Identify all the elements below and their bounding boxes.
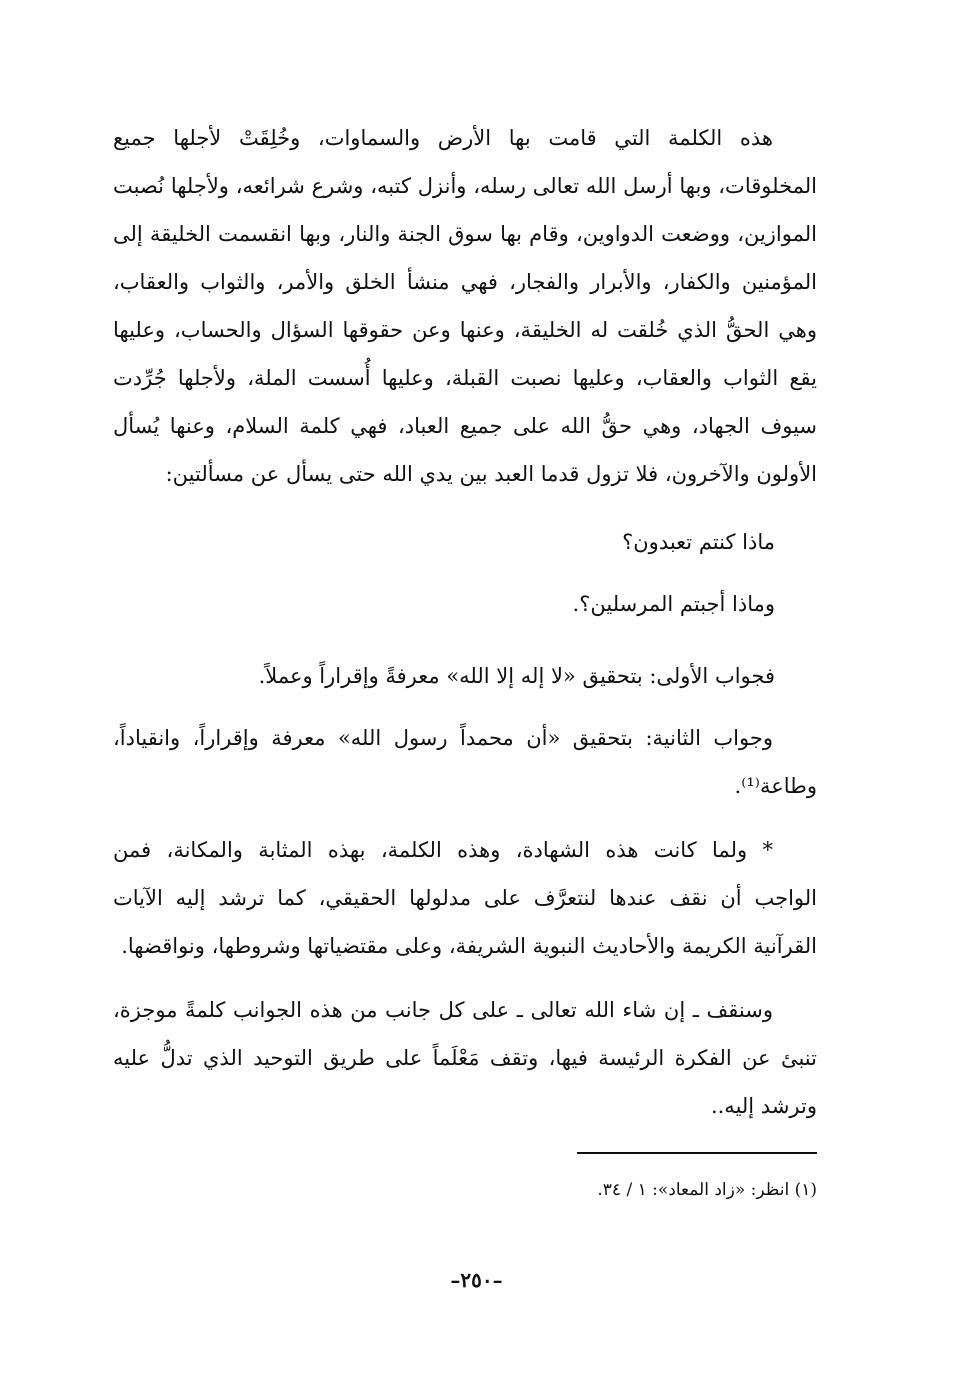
footnote: (١) انظر: «زاد المعاد»: ١ / ٣٤. — [597, 1180, 817, 1200]
paragraph-line: الواجب أن نقف عندها لنتعرَّف على مدلولها الحقيقي، كما ترشد إليه الآيات — [113, 886, 817, 910]
footnote-divider — [577, 1152, 817, 1154]
paragraph-line: الموازين، ووضعت الدواوين، وقام بها سوق الجنة والنار، وبها انقسمت الخليقة إلى — [113, 222, 817, 246]
question-1: ماذا كنتم تعبدون؟ — [622, 530, 775, 554]
paragraph-line: المؤمنين والكفار، والأبرار والفجار، فهي منشأ الخلق والأمر، والثواب والعقاب، — [113, 270, 817, 294]
paragraph-line: القرآنية الكريمة والأحاديث النبوية الشريفة، وعلى مقتضياتها وشروطها، ونواقضها. — [121, 934, 817, 958]
paragraph-line: يقع الثواب والعقاب، وعليها نصبت القبلة، وعليها أُسست الملة، ولأجلها جُرِّدت — [113, 366, 817, 390]
paragraph-line: وطاعة⁽¹⁾. — [734, 774, 817, 798]
paragraph-line: وترشد إليه.. — [710, 1094, 817, 1118]
paragraph-line: وهي الحقُّ الذي خُلقت له الخليقة، وعنها وعن حقوقها السؤال والحساب، وعليها — [113, 318, 817, 342]
paragraph-1 — [113, 114, 817, 498]
answer-1: فجواب الأولى: بتحقيق «لا إله إلا الله» معرفةً وإقراراً وعملاً. — [258, 664, 775, 688]
question-2: وماذا أجبتم المرسلين؟. — [572, 592, 775, 616]
paragraph-line: * ولما كانت هذه الشهادة، وهذه الكلمة، بهذه المثابة والمكانة، فمن — [113, 838, 773, 862]
paragraph-line: وجواب الثانية: بتحقيق «أن محمداً رسول الله» معرفة وإقراراً، وانقياداً، — [113, 726, 773, 750]
paragraph-line: سيوف الجهاد، وهي حقُّ الله على جميع العباد، فهي كلمة السلام، وعنها يُسأل — [113, 414, 817, 438]
paragraph-line: تنبئ عن الفكرة الرئيسة فيها، وتقف مَعْلَماً على طريق التوحيد الذي تدلُّ عليه — [113, 1046, 817, 1070]
paragraph-line: المخلوقات، وبها أرسل الله تعالى رسله، وأنزل كتبه، وشرع شرائعه، ولأجلها نُصبت — [113, 174, 817, 198]
paragraph-line: هذه الكلمة التي قامت بها الأرض والسماوات، وخُلِقَتْ لأجلها جميع — [113, 126, 773, 150]
paragraph-line: الأولون والآخرون، فلا تزول قدما العبد بين يدي الله حتى يسأل عن مسألتين: — [165, 462, 817, 486]
paragraph-line: وسنقف ـ إن شاء الله تعالى ـ على كل جانب من هذه الجوانب كلمةً موجزة، — [113, 998, 773, 1022]
page-number: –٢٥٠– — [450, 1268, 503, 1292]
paragraph-3 — [113, 826, 817, 970]
paragraph-4 — [113, 986, 817, 1130]
answer-2 — [113, 714, 817, 810]
